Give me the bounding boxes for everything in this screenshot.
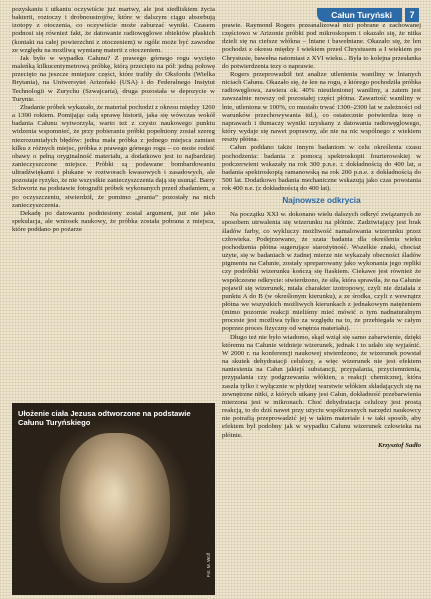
paragraph: pozyskaniu i utkaniu oczywiście już martwy, ale jest siedliskiem życia bakterii, roztoczy i drobnoustrojów, które w dalszym ciągu absorbują izotopy z otoczenia, co oczywiście może zaburzać wyniki. Czasem podnosi się również fakt, że datowanie radiowęglowe obiektów płaskich (kontakt na całej powierzchni z otoczeniem) w ogóle może być zawodne ze względu na możliwą wymianę materii z otoczeniem.	[12, 6, 215, 54]
paragraph: Całun poddano także innym badaniom w celu określenia czasu pochodzenia: badania z pomocą spektroskopii fourierowskiej w podczerwieni wskazały na rok 300 p.n.e. ± dokładnością do 400 lat, a badania spektroskopią ramanowską na rok 200 p.n.e. z dokładnością do 500 lat. Dodatkowo badania mechaniczne wskazują jako czas powstania rok 400 n.e. (z dokładnością do 400 lat).	[222, 144, 421, 193]
running-header	[230, 8, 419, 22]
paragraph: Na początku XXI w. dokonano wielu dalszych odkryć związanych ze sposobem utrwalenia się wizerunku na płótnie. Zadziwiający jest brak śladów farby, co wykluczy możliwość namalowania wizerunku przez człowieka. Podejrzewano, że szata badania dla określenia wieku pochodzenia płótna sugerujące starożytność. Wszelkie znaki, chociaż użyte, się w badaniach w żadnej mierze nie wykazały obecności śladów pigmentu na Całunie, zostały spreparowany jako wykonania jego repliki czy podróbki wizerunku kończą się fiaskiem. Ciekawe jest również że współczesne odkrycie: stwierdzono, że siła, która sprawiła, że na Całunie pojawił się wizerunek, miała charakter izotropowy, czyli nie działała z punktu A do B (w określonym kierunku), a ze środka, czyli z wewnątrz płótna we wszystkich możliwych kierunkach z jednakowym natężeniem (mimo pozornie reakcji mieliśmy mieć mówić o tym nadnaturalnym procesie jest możliwa tylko za względu na to, że przebiegała w całym poprzez proces fizyczny od wnętrza materiału).	[222, 211, 421, 333]
left-column	[12, 0, 215, 234]
shroud-photo	[12, 403, 215, 595]
right-column	[222, 22, 421, 450]
paragraph: prawie. Raymond Rogers przeanalizował nici pobrane z zachowanej częściowo w Arizonie próbki pod mikroskopem i okazało się, że nitka dzieli się na ciefsze włókna – lniane i bawełniane. Okazało się, że len pochodzi z okresu między I wiekiem przed Chrystusem a I wiekiem po Chrystusie, bawełna natomiast z XVI wieku... Była to kolejna przesłanka do potwierdzenia tezy o naprawie.	[222, 22, 421, 70]
photo-caption: Ułożenie ciała Jezusa odtworzone na podstawie Całunu Turyńskiego	[18, 409, 191, 427]
paragraph: Dekadę po datowaniu podniesiony został argument, już nie jako spekulacja, ale wniosek naukowy, że próbka została pobrana z miejsca, które poddano po pożarze	[12, 209, 215, 234]
section-heading: Najnowsze odkrycia	[282, 196, 361, 206]
paragraph: Jak było w wypadku Całunu? Z prawego górnego rogu wycięto maleńką kilkucentymetrową próbkę, którą przecięto na pół: jedną połowę przecięto na jeszcze mniejsze części, które trafiły do Oksfordu (Wielka Brytania), na Uniwersytet Arizoński (USA) i do Federalnego Instytut Technologii w Zurychu (Szwajcaria), druga pozostała w depozycie w Turynie.	[12, 54, 215, 103]
paragraph: Długo też nie było wiadomo, skąd wziął się samo zabarwienie, dzięki któremu na Całunie widnieje wizerunek, jednak i to udało się wyjaśnić. W 2000 r. na konferencji naukowej stwierdzono, że wizerunek powstał na skutek dehydratacji celulozy, a więc wizerunek nie jest efektem naniesienia na Całun jakiejś substancji, przypalania, przyciemnienia, przypalania czy podgrzewania włókien, a reakcji chemicznej, która zaszła tylko i wyłącznie w płytkiej warstwie włókien składających się na zewnętrzne nitki, z których utkany jest Całun, dokładność przebarwienia mierzona jest w mikronach. Choć dehydratacja celulozy jest prostą reakcją, to do dziś nawet przy użyciu współczesnych narzędzi naukowcy nie potrafią przeprowadzić jej w takim materiale i w taki sposób, aby efektem był podobny jak w wypadku Całunu wizerunek człowieka na płótnie.	[222, 333, 421, 439]
author-signature: Krzysztof Sadło	[378, 441, 421, 449]
paragraph: Rogers przeprowadził też analize utlenienia waniliny w lnianych niciach Całunu. Okazało się, że len na rogu, z którego pochodziła próbka radiowęglowa, zawiera ok. 40% nieutlenionej waniliny, a zatem jest zawszalnie nowszy od pozostałej części płótna. Zawartość waniliny w lnie, utleniona w 100%, co musiało trwać 1300–2300 lat w zależności od warunków przechowywania itd.), co ostatecznie potwierdza tezę o naprawach i tłumaczy wyniki uzyskany z datowania radiowęglowego, który wydaje się nawet poprawny, ale nie na nic wspólnego z wiekiem reszty płótna.	[222, 70, 421, 144]
paragraph: Zbadanie próbek wykazało, że materiał pochodzi z okresu między 1260 a 1390 rokiem. Pomijając całą sprawę historii, jaka się wówczas wokół badania Całunu wytworzyła, warto też z czysto naukowego punktu widzenia wspomnieć, że przy pobieraniu próbki popełniony został szereg niezrozumiałych błędów: jedna mała próbka z jednego miejsca zamiast kilku z różnych miejsc, próbka z prawego górnego rogu – co może rodzić obawy o pełną oryginalność materiału, a dodatkowo jest to najbardziej zanieczyszczone miejsce. Próbki są podawane bombardowaniu ultradźwiękami i płukane w roztworach kwasowych i zasadowych, ale pozostaje ryzyko, że nie wszystkie zanieczyszczenia dają się usunąć. Barry Schwortz na podstawie fotografii próbek wykonanych przed zbadaniem, a po oczyszczeniu, stwierdził, że pomimo „prania” pozostały na nich zanieczyszczenia.	[12, 103, 215, 209]
page-number: 7	[405, 8, 419, 22]
shroud-face-image	[60, 433, 170, 583]
magazine-section-title: Całun Turyński	[317, 8, 402, 22]
photo-credit: Fot. M. Wolf	[206, 552, 211, 577]
